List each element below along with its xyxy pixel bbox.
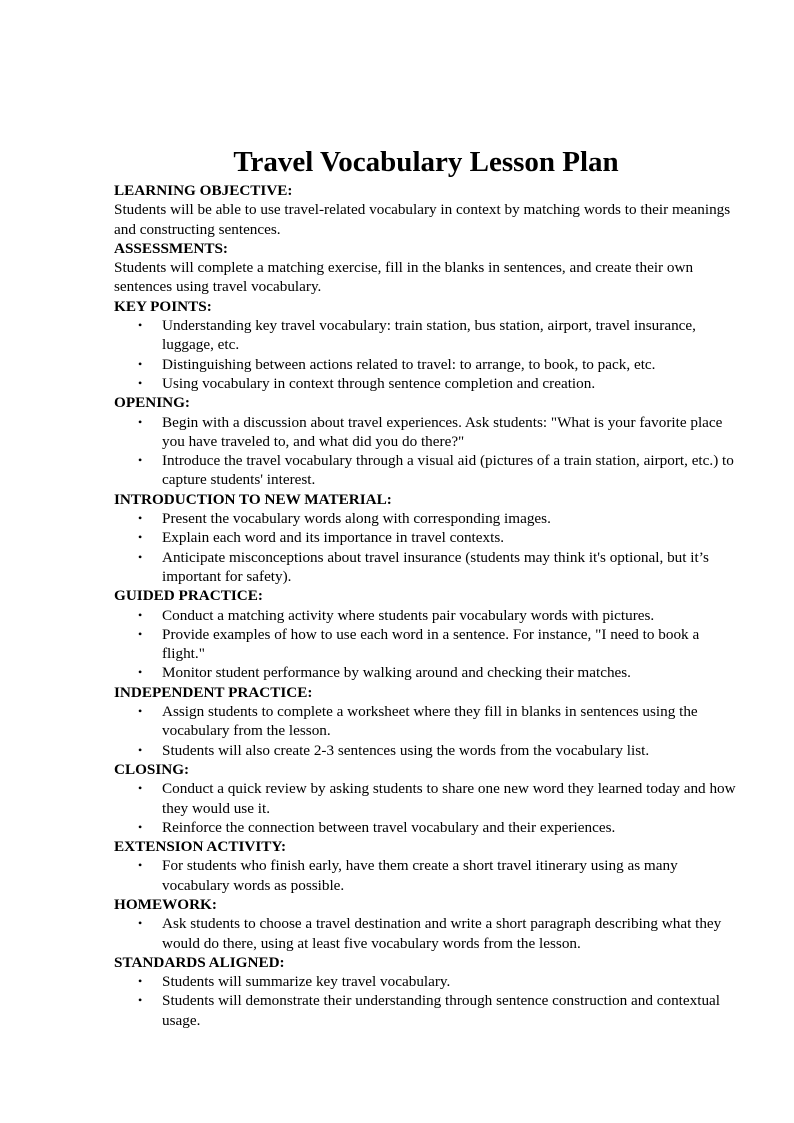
- section-heading: EXTENSION ACTIVITY:: [114, 838, 287, 856]
- section: [114, 490, 738, 586]
- section-heading: INTRODUCTION TO NEW MATERIAL:: [114, 490, 392, 508]
- section: [114, 181, 738, 239]
- bullet-dot-icon: •: [138, 819, 143, 834]
- list-item: [114, 606, 738, 625]
- section: [114, 393, 738, 489]
- list-item-text: Using vocabulary in context through sentence completion and creation.: [162, 374, 596, 392]
- bullet-list: [114, 779, 738, 837]
- list-item: [114, 625, 738, 664]
- list-item: [114, 818, 738, 837]
- list-item: [114, 741, 738, 760]
- section: [114, 297, 738, 393]
- section: [114, 760, 738, 837]
- list-item-text: Ask students to choose a travel destination and write a short paragraph describing what they would do there, using at least five vocabulary words from the lesson.: [162, 915, 722, 952]
- bullet-dot-icon: •: [138, 318, 143, 333]
- list-item: [114, 663, 738, 682]
- list-item-text: Explain each word and its importance in travel contexts.: [162, 529, 505, 547]
- bullet-list: [114, 972, 738, 1030]
- bullet-dot-icon: •: [138, 858, 143, 873]
- page-title: Travel Vocabulary Lesson Plan: [233, 146, 619, 178]
- section-heading: INDEPENDENT PRACTICE:: [114, 683, 313, 701]
- list-item-text: Students will demonstrate their understanding through sentence construction and contextual usage.: [162, 992, 721, 1029]
- bullet-list: [114, 856, 738, 895]
- list-item: [114, 509, 738, 528]
- bullet-dot-icon: •: [138, 511, 143, 526]
- list-item-text: Assign students to complete a worksheet where they fill in blanks in sentences using the vocabulary from the lesson.: [162, 703, 698, 740]
- list-item: [114, 702, 738, 741]
- list-item-text: Distinguishing between actions related to travel: to arrange, to book, to pack, etc.: [162, 355, 656, 373]
- bullet-dot-icon: •: [138, 665, 143, 680]
- bullet-dot-icon: •: [138, 607, 143, 622]
- list-item: [114, 528, 738, 547]
- section-heading: HOMEWORK:: [114, 895, 217, 913]
- bullet-list: [114, 316, 738, 393]
- bullet-dot-icon: •: [138, 453, 143, 468]
- bullet-dot-icon: •: [138, 742, 143, 757]
- document-body: [114, 181, 738, 1030]
- list-item-text: Monitor student performance by walking around and checking their matches.: [162, 664, 631, 682]
- bullet-list: [114, 606, 738, 683]
- bullet-dot-icon: •: [138, 626, 143, 641]
- section-heading: GUIDED PRACTICE:: [114, 587, 263, 605]
- list-item: [114, 548, 738, 587]
- section-paragraph: Students will be able to use travel-related vocabulary in context by matching words to their meanings and constructing sentences.: [114, 201, 731, 238]
- bullet-dot-icon: •: [138, 549, 143, 564]
- section-heading: OPENING:: [114, 394, 190, 412]
- bullet-dot-icon: •: [138, 530, 143, 545]
- bullet-dot-icon: •: [138, 375, 143, 390]
- section: [114, 239, 738, 297]
- list-item-text: Understanding key travel vocabulary: train station, bus station, airport, travel insurance, luggage, etc.: [162, 317, 696, 354]
- bullet-dot-icon: •: [138, 974, 143, 989]
- bullet-list: [114, 702, 738, 760]
- section-heading: STANDARDS ALIGNED:: [114, 953, 285, 971]
- list-item-text: For students who finish early, have them create a short travel itinerary using as many vocabulary words as possible.: [162, 857, 678, 894]
- list-item: [114, 374, 738, 393]
- list-item-text: Reinforce the connection between travel vocabulary and their experiences.: [162, 818, 616, 836]
- list-item-text: Begin with a discussion about travel experiences. Ask students: "What is your favorite place you have traveled to, and what did you do there?": [162, 413, 723, 450]
- bullet-dot-icon: •: [138, 781, 143, 796]
- list-item: [114, 914, 738, 953]
- list-item: [114, 856, 738, 895]
- bullet-dot-icon: •: [138, 414, 143, 429]
- section-heading: ASSESSMENTS:: [114, 239, 228, 257]
- bullet-dot-icon: •: [138, 916, 143, 931]
- list-item-text: Anticipate misconceptions about travel insurance (students may think it's optional, but it’s important for safety).: [162, 548, 709, 585]
- document-page: [114, 143, 738, 1030]
- list-item: [114, 355, 738, 374]
- list-item: [114, 316, 738, 355]
- list-item: [114, 451, 738, 490]
- bullet-dot-icon: •: [138, 993, 143, 1008]
- list-item-text: Provide examples of how to use each word in a sentence. For instance, "I need to book a flight.": [162, 625, 700, 663]
- section: [114, 895, 738, 953]
- section: [114, 953, 738, 1030]
- section-heading: CLOSING:: [114, 760, 190, 778]
- list-item: [114, 413, 738, 452]
- bullet-dot-icon: •: [138, 356, 143, 371]
- section-paragraph: Students will complete a matching exercise, fill in the blanks in sentences, and create their own sentences using travel vocabulary.: [114, 259, 694, 296]
- section: [114, 837, 738, 895]
- section-heading: KEY POINTS:: [114, 297, 212, 315]
- bullet-dot-icon: •: [138, 704, 143, 719]
- list-item-text: Students will also create 2-3 sentences using the words from the vocabulary list.: [162, 741, 650, 759]
- list-item: [114, 972, 738, 991]
- bullet-list: [114, 413, 738, 490]
- list-item-text: Introduce the travel vocabulary through a visual aid (pictures of a train station, airport, etc.) to capture students' interest.: [162, 452, 734, 489]
- bullet-list: [114, 509, 738, 586]
- bullet-list: [114, 914, 738, 953]
- list-item-text: Present the vocabulary words along with corresponding images.: [162, 510, 551, 528]
- section-heading: LEARNING OBJECTIVE:: [114, 182, 293, 199]
- list-item-text: Students will summarize key travel vocabulary.: [162, 973, 451, 991]
- list-item-text: Conduct a quick review by asking students to share one new word they learned today and how they would use it.: [162, 780, 736, 817]
- section: [114, 683, 738, 760]
- list-item: [114, 779, 738, 818]
- section: [114, 586, 738, 682]
- list-item: [114, 991, 738, 1030]
- list-item-text: Conduct a matching activity where students pair vocabulary words with pictures.: [162, 606, 655, 624]
